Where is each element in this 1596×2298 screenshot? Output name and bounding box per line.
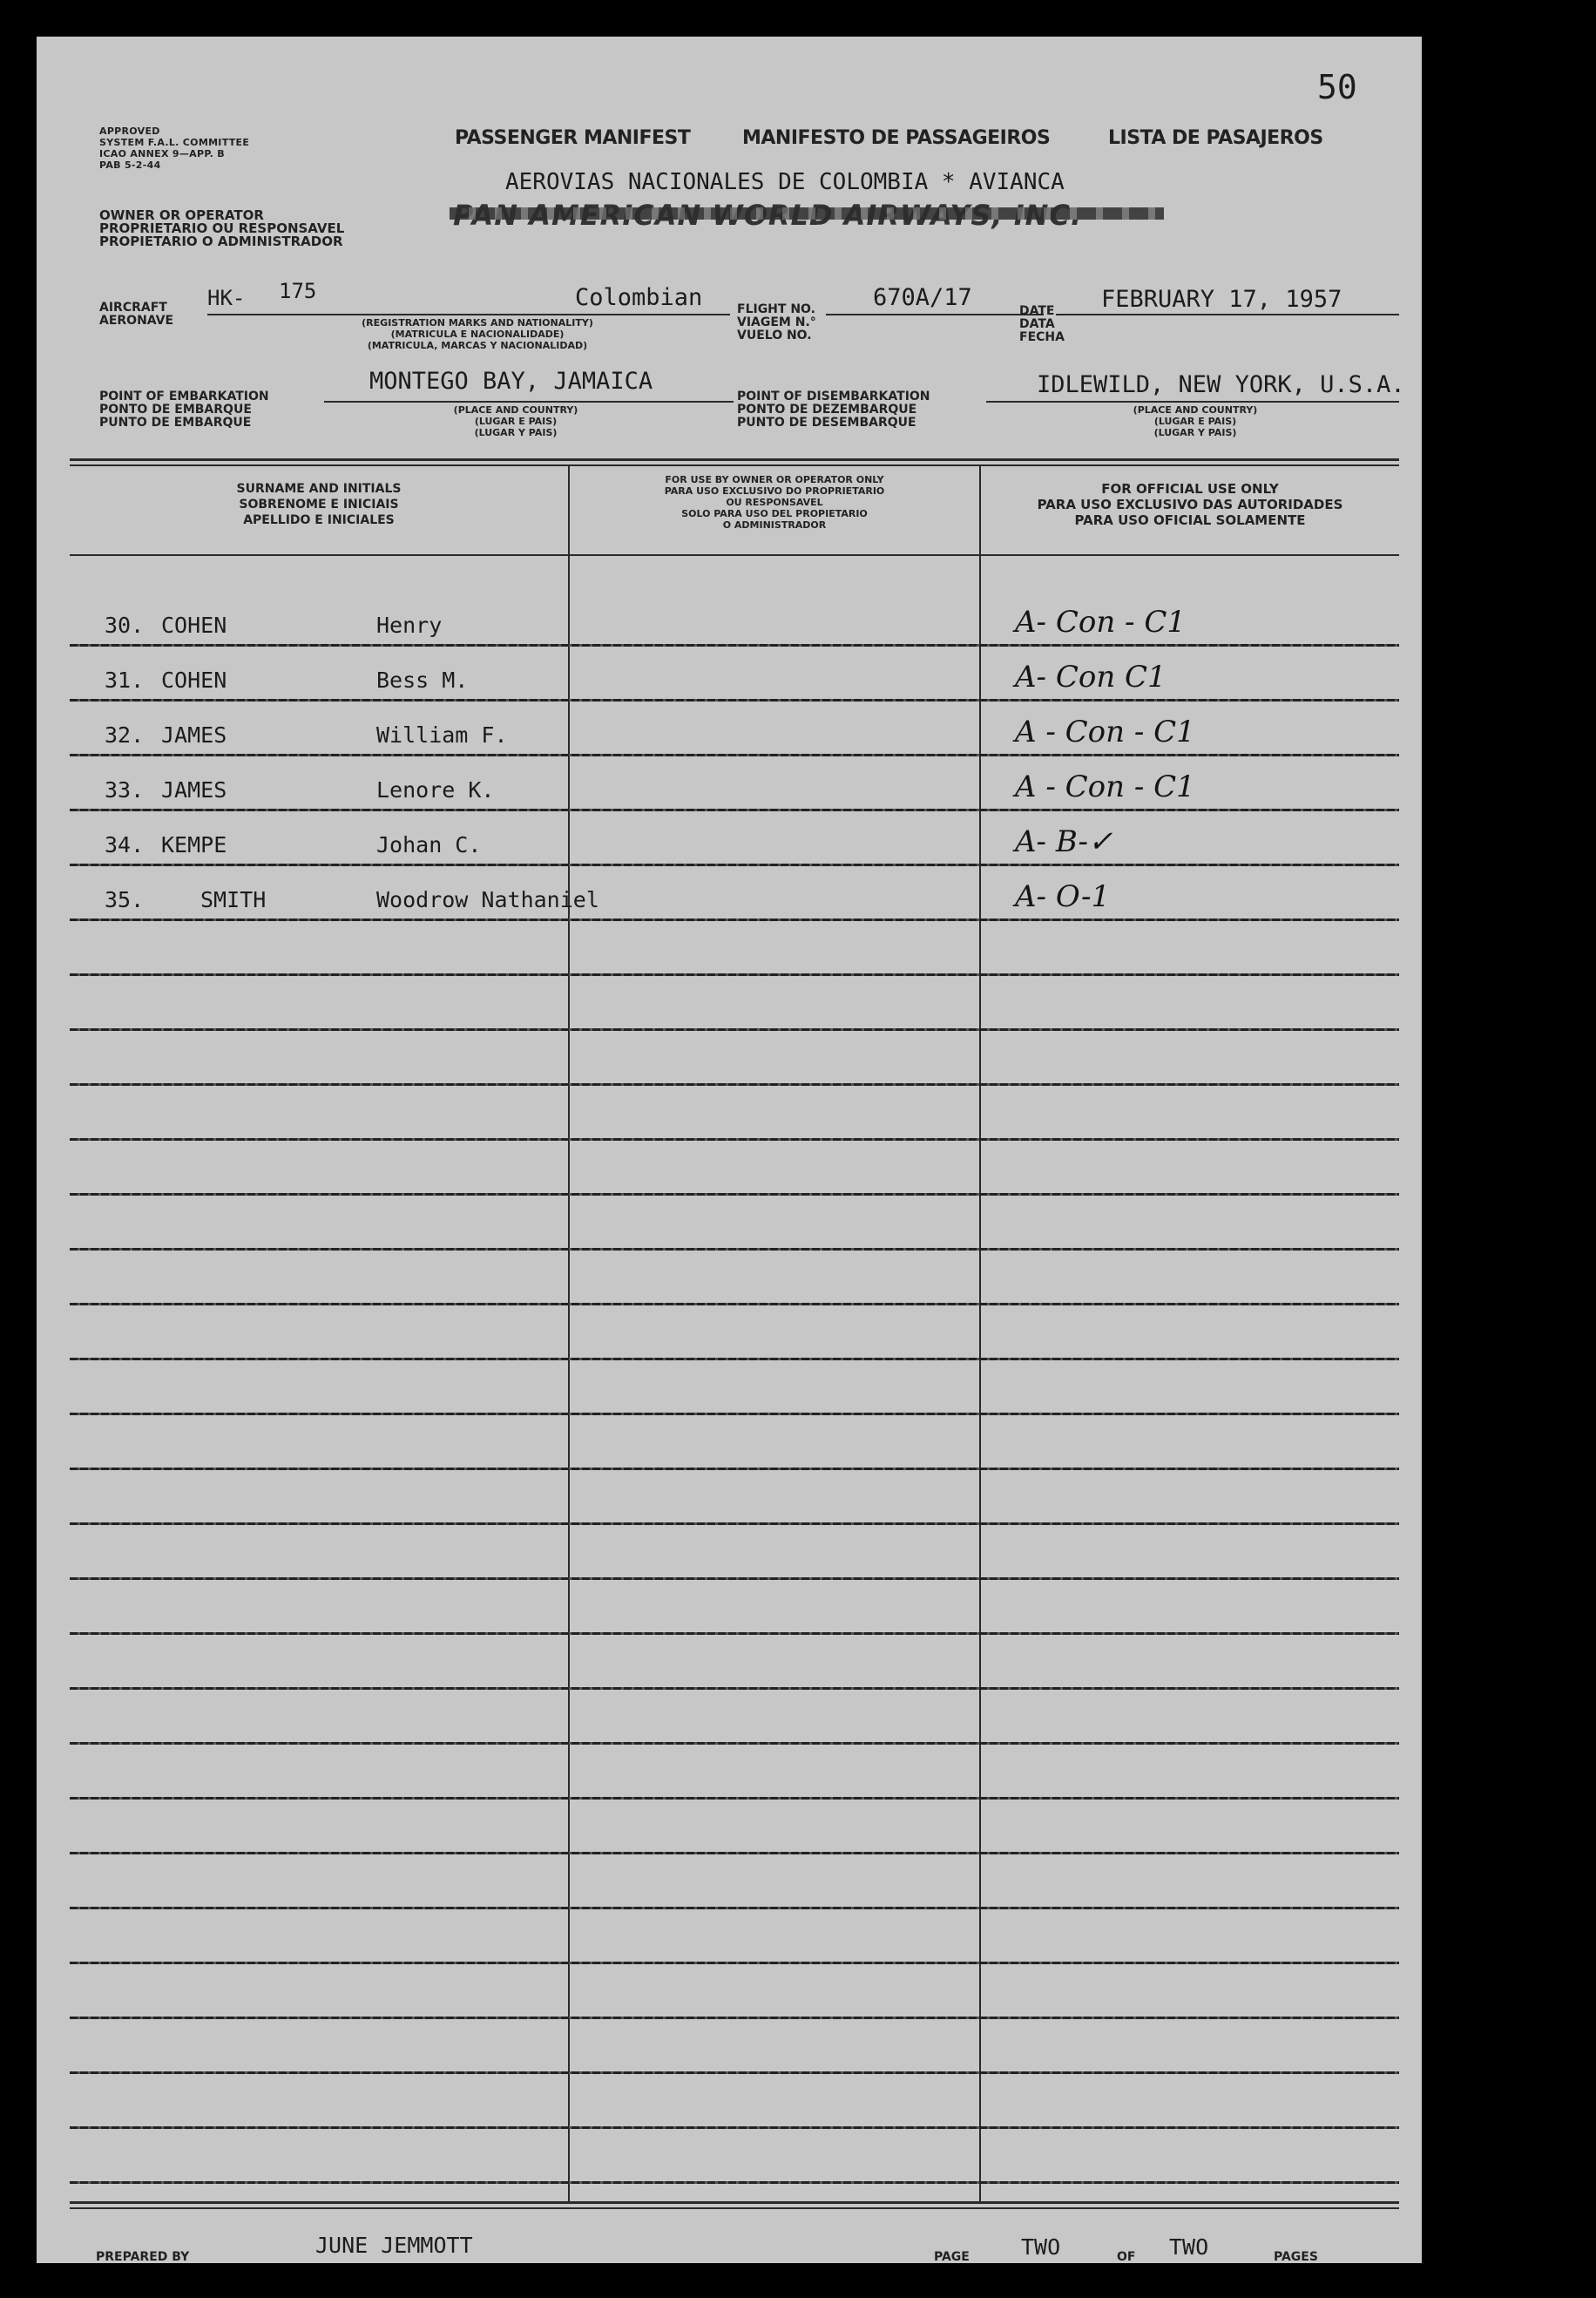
passenger-number: 32.: [105, 722, 145, 748]
passenger-row: [70, 592, 1399, 647]
aircraft-sublabels: [294, 317, 660, 351]
page-label: PAGE: [934, 2250, 970, 2264]
flight-underline: [826, 314, 1044, 315]
empty-row: [70, 1305, 1399, 1360]
empty-row: [70, 1964, 1399, 2019]
embarkation-label-en: POINT OF EMBARKATION: [99, 390, 269, 403]
official-annotation: A- B-✓: [1015, 824, 1113, 859]
flight-number: 670A/17: [873, 284, 972, 311]
passenger-given-name: Woodrow Nathaniel: [376, 887, 599, 912]
empty-row: [70, 1745, 1399, 1800]
empty-row: [70, 2074, 1399, 2129]
title-portuguese: MANIFESTO DE PASSAGEIROS: [742, 127, 1051, 149]
owner-use-header-line: OU RESPONSAVEL: [726, 497, 823, 508]
empty-row: [70, 1251, 1399, 1305]
passenger-given-name: Johan C.: [376, 832, 482, 858]
table-bottom-rule: [70, 2201, 1399, 2204]
passenger-surname: JAMES: [161, 777, 227, 803]
approval-line: SYSTEM F.A.L. COMMITTEE: [99, 137, 250, 148]
empty-row: [70, 1141, 1399, 1196]
disembarkation-underline: [986, 401, 1399, 403]
owner-label: PROPIETARIO O ADMINISTRADOR: [99, 234, 343, 249]
prepared-by-label: PREPARED BY: [96, 2250, 190, 2264]
passenger-row: [70, 866, 1399, 921]
operator-name: AEROVIAS NACIONALES DE COLOMBIA * AVIANCA: [505, 169, 1065, 195]
empty-row: [70, 1086, 1399, 1141]
passenger-number: 30.: [105, 613, 145, 638]
passenger-surname: SMITH: [200, 887, 267, 912]
owner-use-header-line: O ADMINISTRADOR: [722, 519, 827, 531]
official-annotation: A - Con - C1: [1015, 715, 1195, 749]
table-top-rule-double: [70, 464, 1399, 466]
flight-label-en: FLIGHT NO.: [737, 302, 815, 316]
aircraft-prefix: HK-: [207, 286, 246, 310]
aircraft-label-en: AIRCRAFT: [99, 301, 167, 315]
embarkation-sublabel: (PLACE AND COUNTRY): [453, 404, 578, 416]
owner-use-header-line: SOLO PARA USO DEL PROPIETARIO: [681, 508, 868, 519]
embarkation-label-es: PUNTO DE EMBARQUE: [99, 416, 252, 430]
official-annotation: A- Con C1: [1015, 660, 1167, 695]
passenger-given-name: Lenore K.: [376, 777, 495, 803]
empty-row: [70, 1635, 1399, 1690]
passenger-surname: COHEN: [161, 613, 227, 638]
aircraft-registration: 175: [279, 279, 317, 303]
embarkation-underline: [324, 401, 734, 403]
passenger-number: 33.: [105, 777, 145, 803]
of-label: OF: [1117, 2250, 1136, 2264]
passenger-number: 31.: [105, 668, 145, 693]
passenger-surname: KEMPE: [161, 832, 227, 858]
date-underline: [1056, 314, 1399, 315]
passenger-given-name: William F.: [376, 722, 508, 748]
passenger-surname: COHEN: [161, 668, 227, 693]
disembarkation-place: IDLEWILD, NEW YORK, U.S.A.: [1037, 371, 1405, 398]
empty-row: [70, 1470, 1399, 1525]
empty-row: [70, 1196, 1399, 1251]
aircraft-underline: [207, 314, 730, 315]
date-label-en: DATE: [1019, 304, 1055, 318]
table-bottom-rule-double: [70, 2207, 1399, 2209]
official-header-line: PARA USO EXCLUSIVO DAS AUTORIDADES: [1037, 497, 1343, 512]
names-header-line: SURNAME AND INITIALS: [236, 482, 402, 496]
embarkation-label-pt: PONTO DE EMBARQUE: [99, 403, 252, 417]
disembarkation-sublabel: (LUGAR Y PAIS): [1153, 427, 1237, 438]
empty-row: [70, 2019, 1399, 2074]
embarkation-place: MONTEGO BAY, JAMAICA: [369, 368, 653, 395]
aircraft-sublabel: (MATRICULA, MARCAS Y NACIONALIDAD): [367, 340, 588, 351]
embarkation-label: [99, 390, 269, 430]
official-header-line: PARA USO OFICIAL SOLAMENTE: [1074, 512, 1306, 528]
flight-label-pt: VIAGEM N.°: [737, 315, 816, 329]
owner-use-column-header: [570, 474, 979, 531]
title-spanish: LISTA DE PASAJEROS: [1108, 127, 1323, 149]
disembarkation-sublabels: [1082, 404, 1309, 438]
owner-label: OWNER OR OPERATOR: [99, 207, 264, 223]
disembarkation-sublabel: (LUGAR E PAIS): [1153, 416, 1237, 427]
aircraft-nationality: Colombian: [575, 284, 703, 311]
pages-label: PAGES: [1274, 2250, 1318, 2264]
passenger-surname: JAMES: [161, 722, 227, 748]
empty-row: [70, 1909, 1399, 1964]
prepared-by-name: JUNE JEMMOTT: [315, 2233, 473, 2258]
official-annotation: A- Con - C1: [1015, 605, 1186, 640]
owner-label-block: [99, 209, 344, 248]
empty-row: [70, 921, 1399, 976]
passenger-number: 34.: [105, 832, 145, 858]
names-header-line: SOBRENOME E INICIAIS: [239, 498, 399, 512]
embarkation-sublabel: (LUGAR E PAIS): [474, 416, 558, 427]
disembarkation-label: [737, 390, 930, 430]
date-label: [1019, 305, 1065, 344]
header-bottom-rule: [70, 554, 1399, 556]
disembarkation-label-en: POINT OF DISEMBARKATION: [737, 390, 930, 403]
names-column-header: [70, 481, 568, 528]
flight-label: [737, 303, 816, 342]
date-label-es: FECHA: [1019, 330, 1065, 344]
table-top-rule: [70, 458, 1399, 461]
disembarkation-label-pt: PONTO DE DEZEMBARQUE: [737, 403, 917, 417]
passenger-given-name: Henry: [376, 613, 443, 638]
page-count-current: TWO: [1021, 2234, 1061, 2260]
empty-row: [70, 1525, 1399, 1580]
row-rule: [70, 2181, 1399, 2184]
passenger-row: [70, 702, 1399, 756]
embarkation-sublabel: (LUGAR Y PAIS): [474, 427, 558, 438]
empty-row: [70, 1031, 1399, 1086]
page-count-total: TWO: [1169, 2234, 1209, 2260]
empty-row: [70, 2129, 1399, 2184]
empty-row: [70, 1800, 1399, 1854]
aircraft-sublabel: (MATRICULA E NACIONALIDADE): [390, 329, 565, 340]
empty-row: [70, 1415, 1399, 1470]
approval-line: APPROVED: [99, 125, 160, 137]
passenger-row: [70, 756, 1399, 811]
passenger-row: [70, 811, 1399, 866]
disembarkation-label-es: PUNTO DE DESEMBARQUE: [737, 416, 916, 430]
empty-row: [70, 1580, 1399, 1635]
flight-date: FEBRUARY 17, 1957: [1101, 286, 1342, 313]
aircraft-label: [99, 302, 173, 328]
manifest-page: [37, 37, 1422, 2263]
owner-use-header-line: PARA USO EXCLUSIVO DO PROPRIETARIO: [664, 485, 885, 497]
page-number: 50: [1317, 68, 1357, 106]
passenger-given-name: Bess M.: [376, 668, 469, 693]
empty-row: [70, 1854, 1399, 1909]
empty-row: [70, 1360, 1399, 1415]
embarkation-sublabels: [402, 404, 629, 438]
aircraft-label-pt: AERONAVE: [99, 314, 174, 328]
empty-row: [70, 976, 1399, 1031]
empty-row: [70, 1690, 1399, 1745]
owner-label: PROPRIETARIO OU RESPONSAVEL: [99, 220, 345, 236]
flight-label-es: VUELO NO.: [737, 329, 812, 342]
passenger-number: 35.: [105, 887, 145, 912]
official-annotation: A- O-1: [1015, 879, 1111, 914]
disembarkation-sublabel: (PLACE AND COUNTRY): [1133, 404, 1258, 416]
official-header-line: FOR OFFICIAL USE ONLY: [1101, 481, 1279, 497]
strikethrough-mark: [450, 207, 1164, 220]
approval-line: PAB 5-2-44: [99, 159, 161, 171]
passenger-row: [70, 647, 1399, 702]
approval-line: ICAO ANNEX 9—APP. B: [99, 148, 225, 159]
date-label-pt: DATA: [1019, 317, 1055, 331]
owner-use-header-line: FOR USE BY OWNER OR OPERATOR ONLY: [665, 474, 884, 485]
official-use-column-header: [981, 481, 1399, 528]
approval-block: [99, 125, 249, 171]
names-header-line: APELLIDO E INICIALES: [243, 513, 395, 527]
official-annotation: A - Con - C1: [1015, 769, 1195, 804]
aircraft-sublabel: (REGISTRATION MARKS AND NATIONALITY): [362, 317, 593, 329]
title-english: PASSENGER MANIFEST: [455, 127, 691, 149]
